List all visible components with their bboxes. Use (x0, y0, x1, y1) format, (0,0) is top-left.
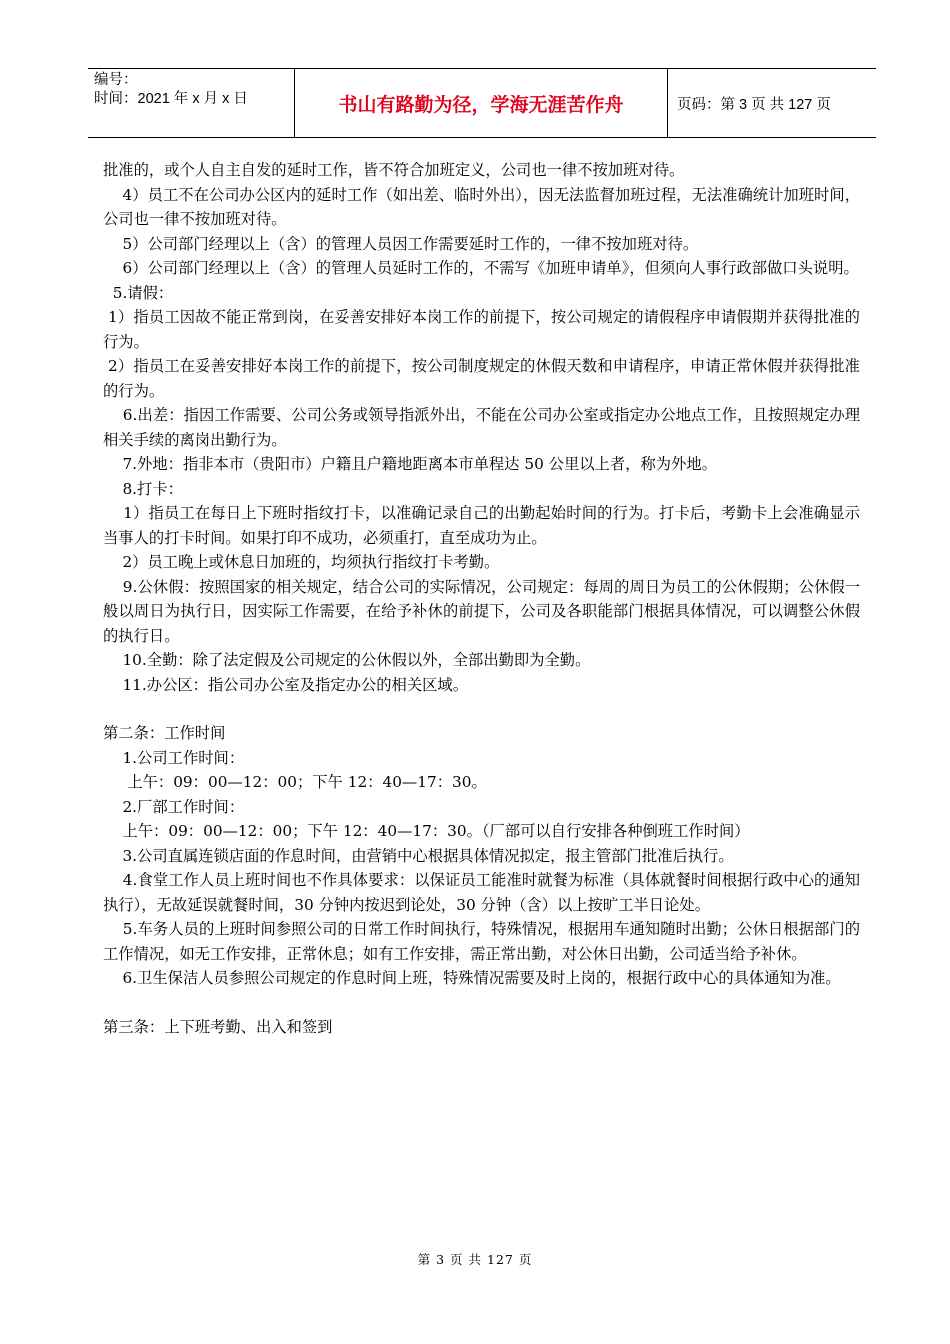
time-label: 时间：2021 年 x 月 x 日 (94, 91, 248, 107)
blank-line (103, 697, 860, 721)
paragraph: 第三条：上下班考勤、出入和签到 (103, 1017, 333, 1036)
paragraph: 5.请假： (103, 283, 174, 302)
paragraph: 2）指员工在妥善安排好本岗工作的前提下，按公司制度规定的休假天数和申请程序，申请正常休假并获得批准的行为。 (103, 357, 860, 400)
number-label: 编号： (94, 72, 138, 88)
paragraph: 2）员工晚上或休息日加班的，均须执行指纹打卡考勤。 (103, 553, 500, 571)
paragraph: 4.食堂工作人员上班时间也不作具体要求：以保证员工能准时就餐为标准（具体就餐时间根据行政中心的通知执行），无故延误就餐时间，30 分钟内按迟到论处，30 分钟（含）以上按旷工半日论处。 (103, 871, 860, 914)
paragraph: 5.车务人员的上班时间参照公司的日常工作时间执行，特殊情况，根据用车通知随时出勤；公休日根据部门的工作情况，如无工作安排，正常休息；如有工作安排，需正常出勤，对公休日出勤，公司适当给予补休。 (103, 920, 860, 963)
paragraph: 6.卫生保洁人员参照公司规定的作息时间上班，特殊情况需要及时上岗的，根据行政中心的具体通知为准。 (103, 969, 841, 987)
paragraph: 4）员工不在公司办公区内的延时工作（如出差、临时外出），因无法监督加班过程，无法准确统计加班时间，公司也一律不按加班对待。 (103, 185, 860, 228)
paragraph: 2.厂部工作时间： (103, 797, 245, 816)
page-footer: 第 3 页 共 127 页 (417, 1252, 533, 1267)
document-body (103, 158, 860, 1039)
paragraph: 8.打卡： (103, 479, 183, 498)
paragraph: 上午：09：00—12：00；下午 12：40—17：30。 (103, 773, 487, 791)
paragraph: 7.外地：指非本市（贵阳市）户籍且户籍地距离本市单程达 50 公里以上者，称为外地。 (103, 455, 717, 473)
page-header (88, 68, 876, 138)
paragraph: 10.全勤：除了法定假及公司规定的公休假以外，全部出勤即为全勤。 (103, 651, 591, 669)
header-page-number: 页码：第 3 页 共 127 页 (677, 96, 831, 113)
paragraph: 上午：09：00—12：00；下午 12：40—17：30。（厂部可以自行安排各种倒班工作时间） (103, 822, 750, 840)
paragraph: 6.出差：指因工作需要、公司公务或领导指派外出，不能在公司办公室或指定办公地点工作，且按照规定办理相关手续的离岗出勤行为。 (103, 406, 860, 449)
paragraph: 批准的，或个人自主自发的延时工作，皆不符合加班定义，公司也一律不按加班对待。 (103, 161, 685, 179)
paragraph: 1.公司工作时间： (103, 748, 245, 767)
header-motto: 书山有路勤为径，学海无涯苦作舟 (294, 69, 668, 137)
paragraph: 5）公司部门经理以上（含）的管理人员因工作需要延时工作的，一律不按加班对待。 (103, 234, 699, 253)
paragraph: 11.办公区：指公司办公室及指定办公的相关区域。 (103, 675, 469, 694)
blank-line (103, 991, 860, 1015)
paragraph: 1）指员工在每日上下班时指纹打卡，以准确记录自己的出勤起始时间的行为。打卡后，考勤卡上会准确显示当事人的打卡时间。如果打印不成功，必须重打，直至成功为止。 (103, 504, 860, 547)
paragraph: 第二条：工作时间 (103, 724, 226, 742)
paragraph: 3.公司直属连锁店面的作息时间，由营销中心根据具体情况拟定，报主管部门批准后执行。 (103, 846, 734, 865)
paragraph: 1）指员工因故不能正常到岗，在妥善安排好本岗工作的前提下，按公司规定的请假程序申请假期并获得批准的行为。 (103, 308, 860, 351)
header-meta (88, 69, 294, 137)
paragraph: 6）公司部门经理以上（含）的管理人员延时工作的，不需写《加班申请单》，但须向人事行政部做口头说明。 (103, 259, 859, 277)
paragraph: 9.公休假：按照国家的相关规定，结合公司的实际情况，公司规定：每周的周日为员工的公休假期；公休假一般以周日为执行日，因实际工作需要，在给予补休的前提下，公司及各职能部门根据具体情况，可以调整公休假的执行日。 (103, 577, 860, 645)
